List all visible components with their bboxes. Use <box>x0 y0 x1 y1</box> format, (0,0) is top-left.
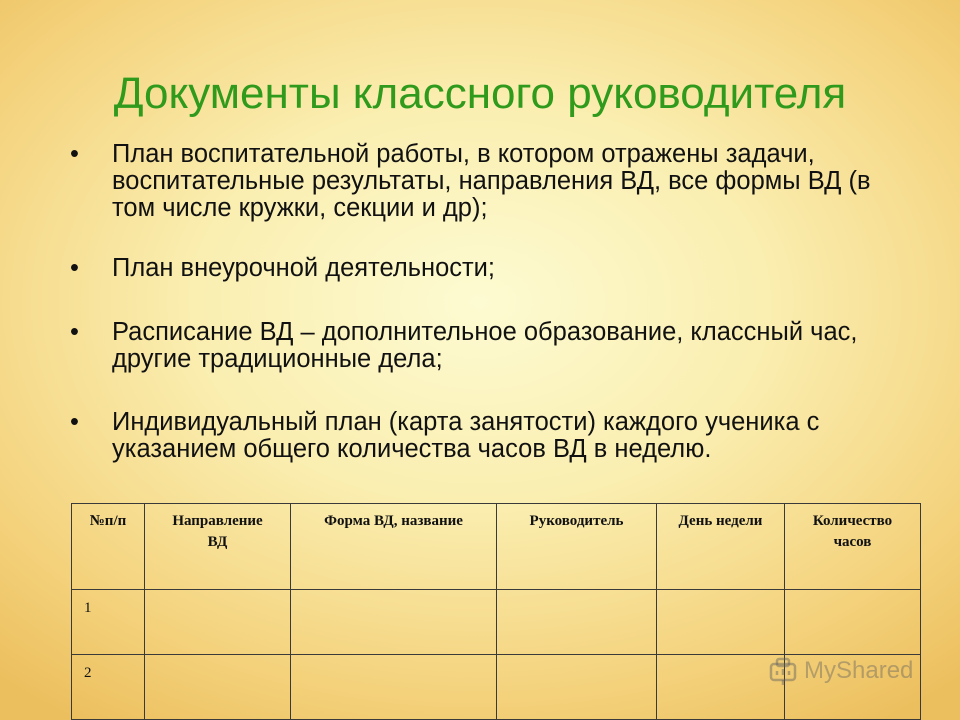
bullet-item <box>70 409 910 463</box>
table-cell: 2 <box>72 655 145 720</box>
table-cell <box>497 590 657 655</box>
table-cell <box>657 590 785 655</box>
table-cell <box>145 590 291 655</box>
table-header-row <box>72 504 921 590</box>
header-form: Форма ВД, название <box>291 504 497 590</box>
activity-table <box>71 503 921 720</box>
header-direction: Направление ВД <box>145 504 291 590</box>
bullet-text: Индивидуальный план (карта занятости) каждого ученика с указанием общего количества часов ВД в неделю. <box>112 408 820 463</box>
bullet-item <box>70 319 910 373</box>
table-cell <box>785 590 921 655</box>
bullet-text: План воспитательной работы, в котором отражены задачи, воспитательные результаты, направления ВД, все формы ВД (в том числе кружки, секции и др); <box>112 140 871 222</box>
bullet-text: План внеурочной деятельности; <box>112 254 496 282</box>
watermark[interactable] <box>768 656 913 686</box>
table-cell <box>497 655 657 720</box>
bullet-dot: • <box>70 254 79 282</box>
table-cell: 1 <box>72 590 145 655</box>
bullet-item <box>70 141 910 222</box>
header-hours: Количество часов <box>785 504 921 590</box>
bullet-text: Расписание ВД – дополнительное образование, классный час, другие традиционные дела; <box>112 318 858 373</box>
table-cell <box>145 655 291 720</box>
header-number: №п/п <box>72 504 145 590</box>
table-cell <box>657 655 785 720</box>
header-leader: Руководитель <box>497 504 657 590</box>
table-row <box>72 590 921 655</box>
bullet-dot: • <box>70 318 79 346</box>
slide-title: Документы классного руководителя <box>113 69 847 118</box>
bullet-dot: • <box>70 408 79 436</box>
bullet-item <box>70 255 910 282</box>
table-cell <box>291 655 497 720</box>
myshared-logo-icon <box>768 656 798 686</box>
header-weekday: День недели <box>657 504 785 590</box>
watermark-text: MyShared <box>804 657 914 684</box>
bullet-dot: • <box>70 140 79 168</box>
table-cell <box>291 590 497 655</box>
